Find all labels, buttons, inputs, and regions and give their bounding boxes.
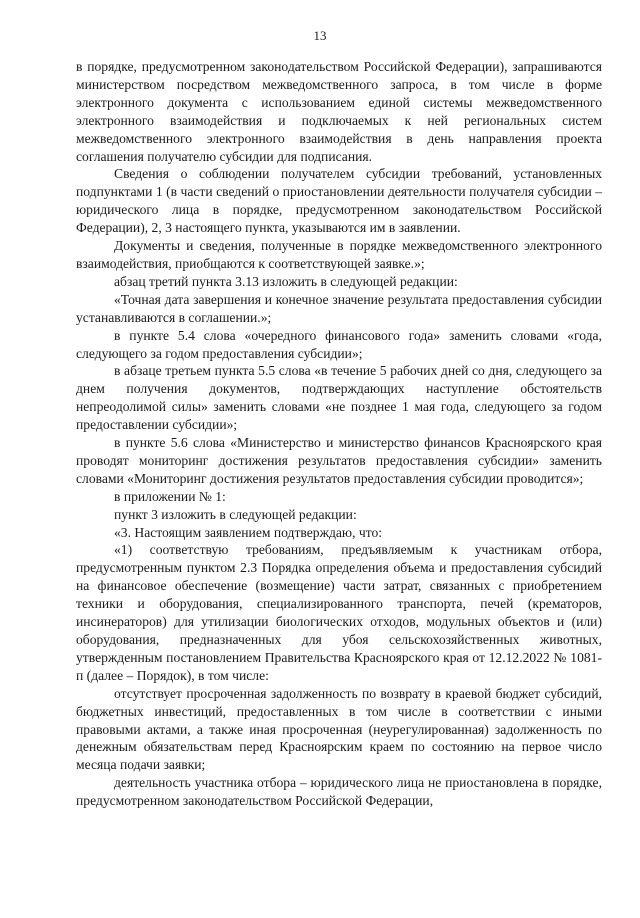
paragraph: деятельность участника отбора – юридического лица не приостановлена в порядке, предусмотренном законодательством Российской Федерации,: [76, 775, 602, 809]
document-body: [76, 58, 602, 810]
paragraph: «Точная дата завершения и конечное значение результата предоставления субсидии устанавливаются в соглашении.»;: [76, 291, 602, 325]
paragraph: отсутствует просроченная задолженность по возврату в краевой бюджет субсидий, бюджетных инвестиций, предоставленных в том числе в соответствии с иными правовыми актами, а также иная просроченная (неурегулированная) задолженность по денежным обязательствам перед Красноярским краем по состоянию на первое число месяца подачи заявки;: [76, 685, 602, 773]
paragraph: Сведения о соблюдении получателем субсидии требований, установленных подпунктами 1 (в части сведений о приостановлении деятельности получателя субсидии – юридического лица в порядке, предусмотренном законодательством Российской Федерации), 2, 3 настоящего пункта, указываются им в заявлении.: [76, 166, 602, 236]
paragraph: Документы и сведения, полученные в порядке межведомственного электронного взаимодействия, приобщаются к соответствующей заявке.»;: [76, 238, 602, 271]
paragraph: в пункте 5.4 слова «очередного финансового года» заменить словами «года, следующего за годом предоставления субсидии»;: [76, 327, 602, 361]
paragraph: пункт 3 изложить в следующей редакции:: [114, 506, 357, 522]
paragraph: абзац третий пункта 3.13 изложить в следующей редакции:: [114, 273, 458, 289]
page-number: 13: [313, 28, 327, 43]
paragraph: «1) соответствую требованиям, предъявляемым к участникам отбора, предусмотренным пунктом 2.3 Порядка определения объема и предоставления субсидий на финансовое обеспечение (возмещение) части затрат, связанных с приобретением техники и оборудования, специализированного транспорта, печей (крематоров, инсинераторов) для утилизации биологических отходов, модульных объектов и (или) оборудования, предназначенных для убоя сельскохозяйственных животных, утвержденным постановлением Правительства Красноярского края от 12.12.2022 № 1081-п (далее – Порядок), в том числе:: [76, 542, 602, 683]
paragraph: в пункте 5.6 слова «Министерство и министерство финансов Красноярского края проводят мониторинг достижения результатов предоставления субсидии» заменить словами «Мониторинг достижения результатов предоставления субсидии проводится»;: [76, 435, 602, 486]
paragraph: в порядке, предусмотренном законодательством Российской Федерации), запрашиваются министерством посредством межведомственного запроса, в том числе в форме электронного документа с использованием единой системы межведомственного электронного взаимодействия и подключаемых к ней региональных систем межведомственного электронного взаимодействия в день направления проекта соглашения получателю субсидии для подписания.: [76, 59, 602, 164]
paragraph: в приложении № 1:: [114, 488, 226, 504]
paragraph: в абзаце третьем пункта 5.5 слова «в течение 5 рабочих дней со дня, следующего за днем получения документов, подтверждающих наступление обстоятельств непреодолимой силы» заменить словами «не позднее 1 мая года, следующего за годом предоставлении субсидии»;: [76, 363, 602, 433]
paragraph: «3. Настоящим заявлением подтверждаю, что:: [114, 524, 383, 540]
